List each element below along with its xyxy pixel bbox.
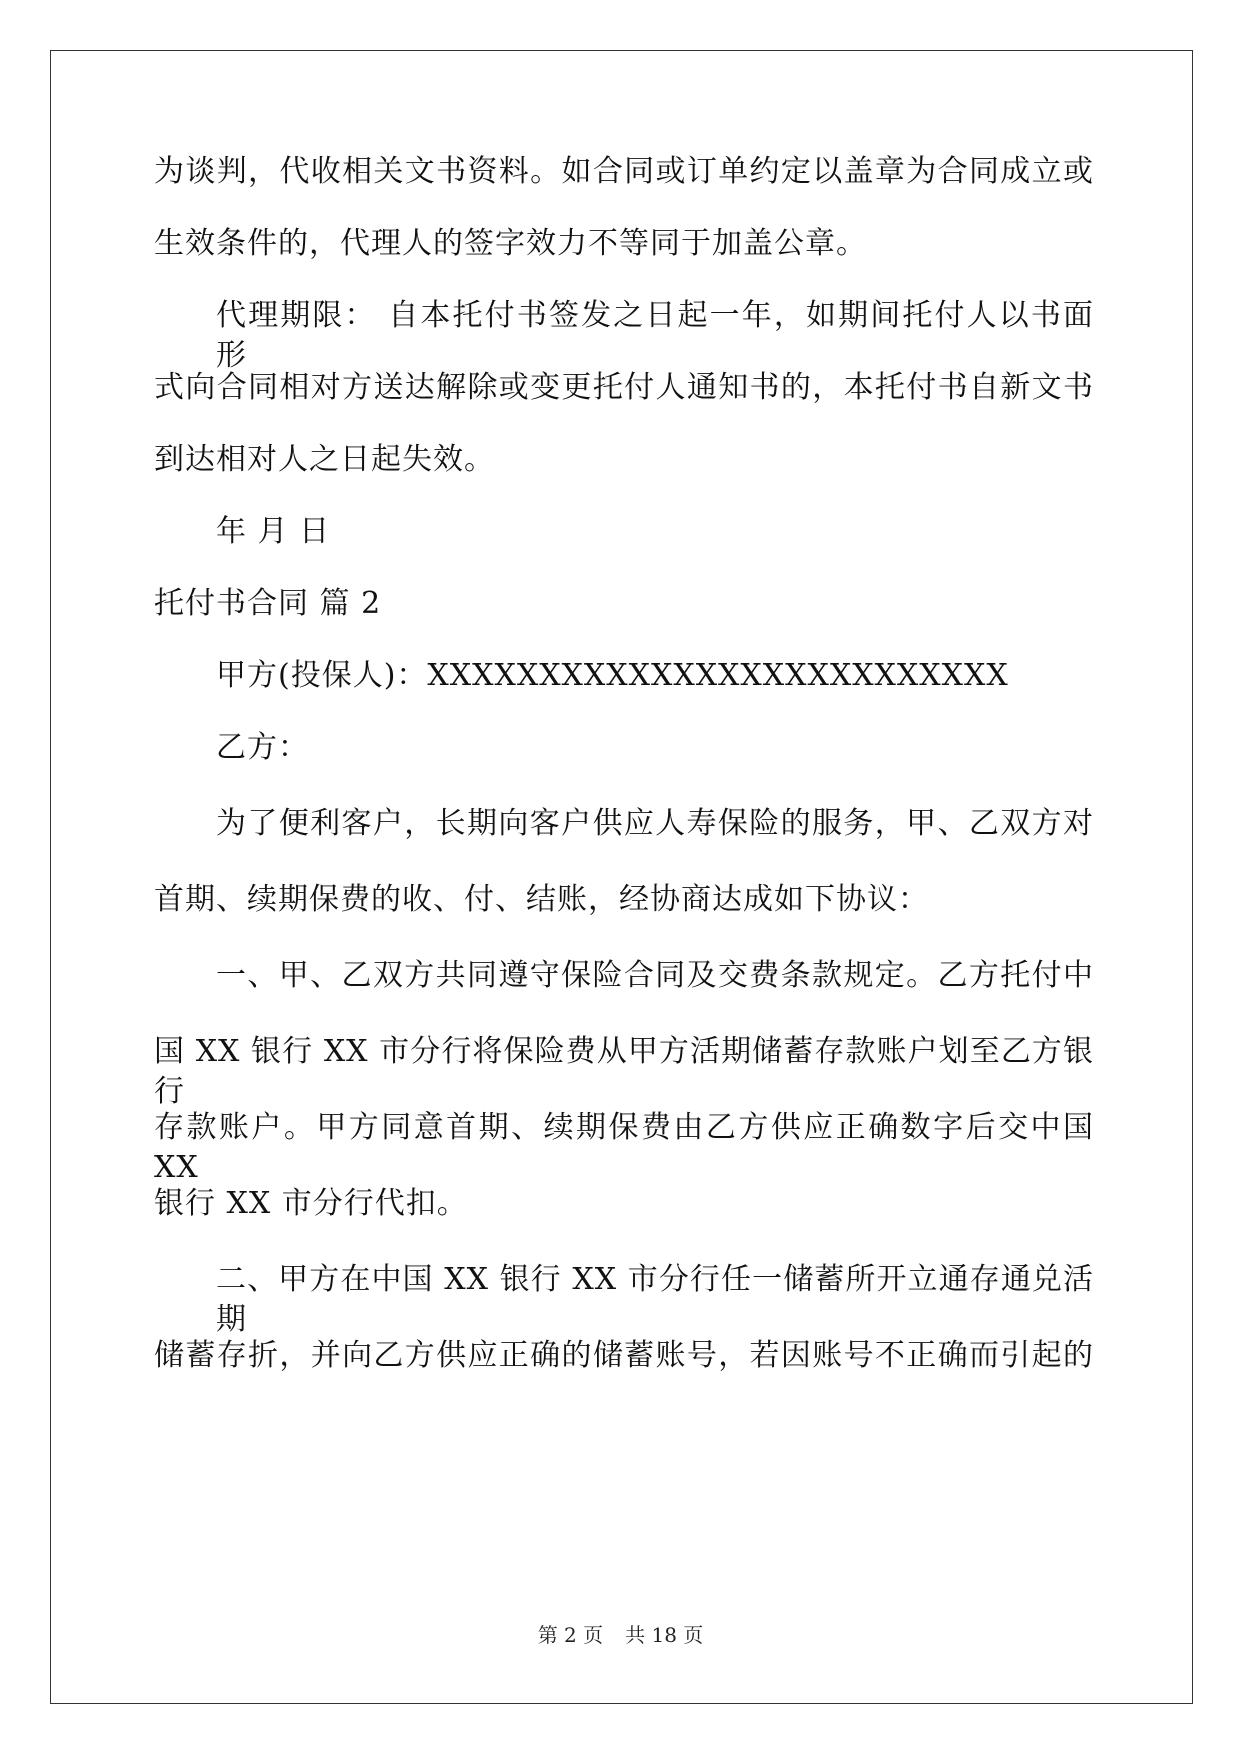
page-total: 共 18 页 xyxy=(625,1623,704,1647)
page-number: 第 2 页 xyxy=(537,1623,604,1647)
clause-1-line-3: 存款账户。甲方同意首期、续期保费由乙方供应正确数字后交中国 XX xyxy=(154,1110,1094,1185)
section-heading: 托付书合同 篇 2 xyxy=(154,586,382,621)
clause-2-line-2: 储蓄存折，并向乙方供应正确的储蓄账号，若因账号不正确而引起的 xyxy=(154,1338,1094,1373)
text-line-10: 为了便利客户，长期向客户供应人寿保险的服务，甲、乙双方对 xyxy=(216,806,1094,841)
text-line-11: 首期、续期保费的收、付、结账，经协商达成如下协议： xyxy=(154,882,929,917)
clause-1-line-4: 银行 XX 市分行代扣。 xyxy=(154,1186,468,1221)
clause-2-line-1: 二、甲方在中国 XX 银行 XX 市分行任一储蓄所开立通存通兑活期 xyxy=(216,1262,1094,1337)
text-line-4: 式向合同相对方送达解除或变更托付人通知书的，本托付书自新文书 xyxy=(154,370,1094,405)
party-b-line: 乙方： xyxy=(216,730,309,765)
text-line-1: 为谈判，代收相关文书资料。如合同或订单约定以盖章为合同成立或 xyxy=(154,154,1094,189)
text-line-3: 代理期限： 自本托付书签发之日起一年，如期间托付人以书面形 xyxy=(216,298,1094,373)
text-line-5: 到达相对人之日起失效。 xyxy=(154,442,495,477)
text-line-2: 生效条件的，代理人的签字效力不等同于加盖公章。 xyxy=(154,226,867,261)
party-a-line: 甲方(投保人)：XXXXXXXXXXXXXXXXXXXXXXXXXX xyxy=(216,658,1009,693)
clause-1-line-1: 一、甲、乙双方共同遵守保险合同及交费条款规定。乙方托付中 xyxy=(216,958,1094,993)
date-line: 年 月 日 xyxy=(216,514,331,549)
page-footer xyxy=(0,1622,1241,1648)
clause-1-line-2: 国 XX 银行 XX 市分行将保险费从甲方活期储蓄存款账户划至乙方银行 xyxy=(154,1034,1094,1109)
